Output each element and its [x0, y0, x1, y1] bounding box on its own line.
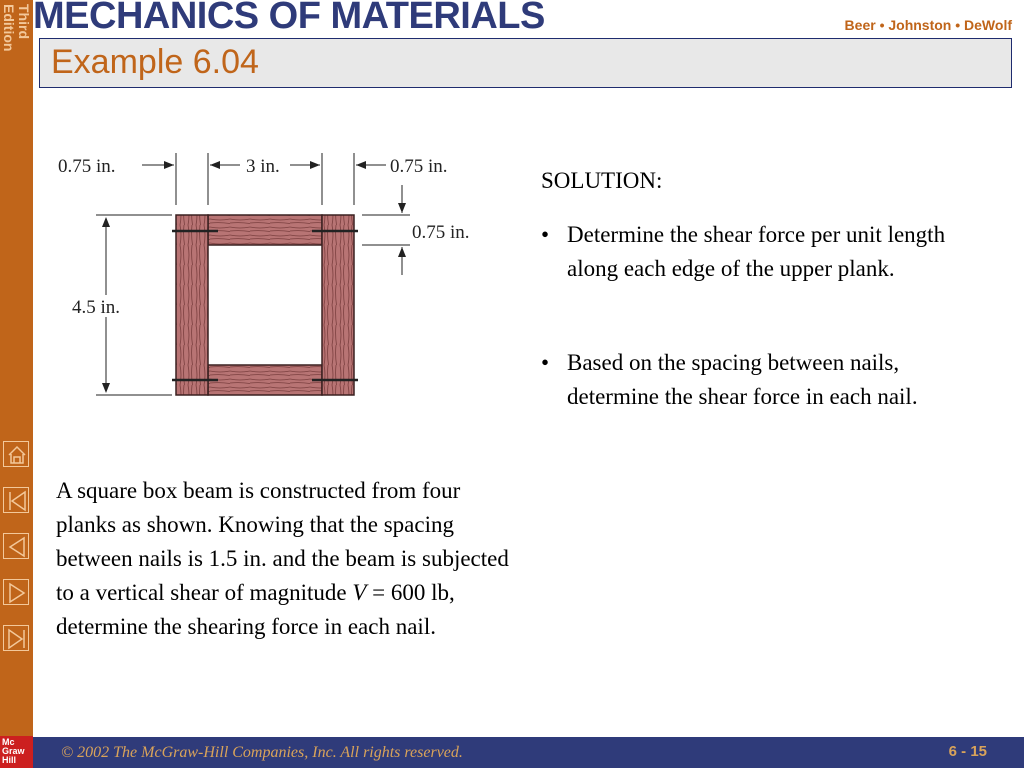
mcgraw-hill-logo [0, 736, 33, 768]
shear-variable: V [352, 580, 367, 605]
logo-line-graw: Graw [2, 746, 25, 756]
next-slide-button[interactable] [3, 579, 29, 605]
left-sidebar [0, 0, 33, 768]
right-plank [322, 215, 354, 395]
problem-text-after: = 600 lb, determine the shearing force in each nail. [56, 580, 455, 639]
solution-label: SOLUTION: [541, 168, 663, 193]
dim-right-flange: 0.75 in. [390, 156, 448, 177]
bullet-text: Based on the spacing between nails, determine the shear force in each nail. [567, 350, 918, 409]
bullet-dot: • [541, 222, 550, 247]
logo-line-mc: Mc [2, 737, 15, 747]
solution-bullet-2 [541, 346, 991, 414]
first-slide-icon [4, 488, 30, 514]
slide-title-bar [39, 38, 1012, 88]
top-plank [208, 215, 322, 245]
last-slide-button[interactable] [3, 625, 29, 651]
course-title: MECHANICS OF MATERIALS [33, 0, 545, 37]
edition-line-edition: Edition [1, 4, 17, 52]
home-icon [4, 442, 30, 468]
problem-text-before: A square box beam is constructed from four planks as shown. Knowing that the spacing between nails is 1.5 in. and the beam is subjected to a vertical shear of magnitude [56, 478, 509, 605]
last-slide-icon [4, 626, 30, 652]
problem-statement [56, 474, 526, 644]
dim-left-flange: 0.75 in. [58, 156, 116, 177]
authors-line: Beer • Johnston • DeWolf [844, 17, 1012, 33]
first-slide-button[interactable] [3, 487, 29, 513]
bottom-plank [208, 365, 322, 395]
slide-title: Example 6.04 [51, 43, 259, 81]
box-beam-figure [50, 145, 520, 410]
logo-line-hill: Hill [2, 755, 17, 765]
copyright-text: © 2002 The McGraw-Hill Companies, Inc. All rights reserved. [61, 744, 463, 761]
left-plank [176, 215, 208, 395]
bullet-dot: • [541, 350, 550, 375]
previous-slide-button[interactable] [3, 533, 29, 559]
home-button[interactable] [3, 441, 29, 467]
bullet-text: Determine the shear force per unit length along each edge of the upper plank. [567, 222, 946, 281]
dim-top-width: 3 in. [246, 156, 280, 177]
dim-height: 4.5 in. [72, 297, 121, 318]
page-number: 6 - 15 [948, 743, 987, 760]
solution-bullet-1 [541, 218, 991, 286]
edition-line-third: Third [16, 4, 32, 39]
next-slide-icon [4, 580, 30, 606]
edition-label [0, 2, 33, 62]
footer-bar [33, 737, 1024, 768]
previous-slide-icon [4, 534, 30, 560]
dim-plank-thickness: 0.75 in. [412, 222, 470, 243]
